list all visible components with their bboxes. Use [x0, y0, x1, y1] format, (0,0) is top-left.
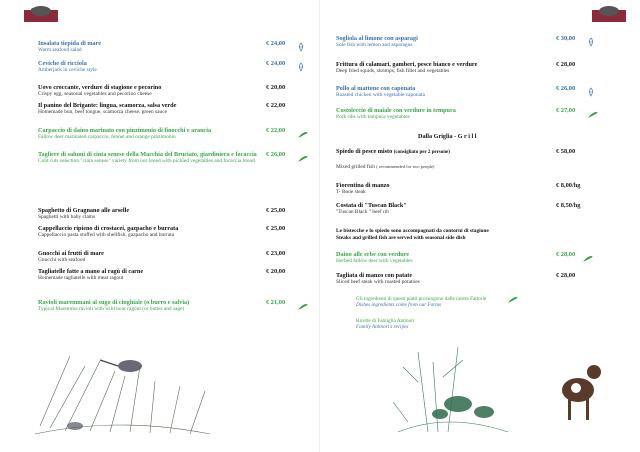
price: € 20,00 [266, 268, 286, 275]
price: € 22,00 [266, 102, 286, 109]
menu-item [38, 60, 258, 74]
price: € 28,00 [556, 61, 576, 68]
dish-name: Daino alle erbe con verdure [336, 251, 410, 258]
leaf-icon [297, 126, 309, 134]
leaf-icon [582, 250, 594, 258]
price: € 30,00 [556, 35, 576, 42]
price: € 24,00 [266, 40, 286, 47]
dish-name: Tagliatelle fatte a mano al ragù di carne [38, 268, 144, 275]
dish-description: Roasted chicken with vegetable caponata [336, 92, 425, 99]
menu-item: Costata di "Tuscan Black" "Tuscan Black " beef rib [336, 202, 407, 216]
leaf-icon [587, 106, 599, 114]
menu-item: Spiedo di pesce misto (consigliato per 2 persone) Mixed grilled fish ( recommended for two people) [336, 148, 450, 171]
price: € 8,00/hg [556, 182, 581, 189]
menu-item [38, 102, 258, 116]
menu-item [38, 84, 258, 98]
corner-emblem-icon [24, 4, 58, 22]
dish-description: Homemade tagliatelle with meat ragout [38, 275, 124, 282]
menu-item: Fiorentina di manzo T- Bone steak [336, 182, 390, 196]
dish-name: Ceviche di ricciola [38, 60, 87, 67]
dish-name: Uovo croccante, verdure di stagione e pecorino [38, 84, 162, 91]
menu-item [336, 35, 546, 49]
dish-description: Herbed fallow deer with vegetables [336, 258, 413, 265]
dish-description: Sole fish with lemon and asparagus [336, 42, 413, 49]
dish-description: Deep fried squids, shrimps, fish fillet and vegetables [336, 68, 450, 75]
dish-name: Cappellaccio ripieno di crostacei, gazpacho e burrata [38, 225, 179, 232]
price: € 28,00 [556, 251, 576, 258]
dish-name: Costoleccio di maiale con verdure in tempura [336, 107, 456, 114]
price: € 24,00 [266, 60, 286, 67]
leaf-icon [297, 150, 309, 158]
menu-item [336, 85, 546, 99]
dish-description: Warm seafood salad [38, 47, 82, 54]
menu-item [336, 251, 546, 265]
price: € 21,00 [266, 299, 286, 306]
leaf-icon [507, 296, 519, 304]
price: € 58,00 [556, 148, 576, 155]
menu-item [38, 207, 258, 221]
dish-name: Pollo al mattone con caponata [336, 85, 416, 92]
price: € 25,00 [266, 207, 286, 214]
price: € 28,00 [556, 272, 576, 279]
dish-name: Frittura di calamari, gamberi, pesce bianco e verdure [336, 61, 478, 68]
dish-description: Fallow deer marinated carpaccio, fennel and orange pinzimonio [38, 134, 176, 141]
menu-item [336, 272, 546, 286]
dish-description: Gnocchi with seafood [38, 257, 86, 264]
dish-description: Pork ribs with tempura vegetables [336, 114, 410, 121]
fish-icon [297, 39, 305, 49]
menu-item [336, 107, 546, 121]
dish-description: Homemade bun, beef tongue, scamorza cheese, green sauce [38, 109, 168, 116]
dish-name: Insalata tiepida di mare [38, 40, 101, 47]
dish-description: Cappellaccio pasta stuffed with shellfish, gazpacho and burrata [38, 232, 175, 239]
dish-name: Il panino del Brigante: lingua, scamorza, salsa verde [38, 102, 177, 109]
price: € 20,00 [266, 84, 286, 91]
dish-name: Tagliata di manzo con patate [336, 272, 413, 279]
dish-name: Carpaccio di daino marinato con pinzimonio di finocchi e arancia [38, 127, 212, 134]
price: € 27,00 [556, 107, 576, 114]
price: € 22,00 [266, 127, 286, 134]
menu-item [38, 299, 258, 313]
price: € 23,00 [266, 250, 286, 257]
menu-item [38, 127, 258, 141]
fish-icon [297, 59, 305, 69]
leaf-icon [297, 298, 309, 306]
dish-name: Sogliola al limone con asparagi [336, 35, 418, 42]
dish-description: Sliced beef steak with roasted potatoes [336, 279, 420, 286]
price: € 26,00 [556, 85, 576, 92]
menu-item [38, 268, 258, 282]
menu-item [336, 61, 546, 75]
farm-note: Gli ingredienti di questi piatti provengono dalle nostre Fattorie Dishes ingredients come from our Farms [356, 296, 487, 309]
dish-name: Spaghetto di Gragnano alle arselle [38, 207, 130, 214]
menu-item [38, 151, 258, 165]
menu-item [38, 40, 258, 54]
fish-icon [587, 84, 595, 94]
dish-name: Gnocchi ai frutti di mare [38, 250, 104, 257]
family-note: Ricette di Famiglia Antinori Family Antinori's recipes [356, 318, 415, 331]
dish-description: Typical Maremma ravioli with wild boar ragout (or butter and sage) [38, 306, 185, 313]
grill-note: Le bistecche e lo spiedo sono accompagnati da contorni di stagione Steaks and grilled fish are served with seasonal side dish [336, 228, 489, 242]
dish-description: Amberjack in ceviche style [38, 67, 97, 74]
dish-description: Crispy egg, seasonal vegetables and pecorino cheese [38, 91, 152, 98]
dish-description: Cold cuts selection "cinta senese" variety from our breed with pickled vegetables and focaccia bread [38, 158, 255, 165]
dish-name: Ravioli maremmani al sugo di cinghiale (o burro e salvia) [38, 299, 190, 306]
price: € 26,00 [266, 151, 286, 158]
price: € 25,00 [266, 225, 286, 232]
hunting-scene-illustration [388, 342, 612, 436]
dish-description: Spaghetti with baby clams [38, 214, 96, 221]
price: € 8,50/hg [556, 202, 581, 209]
menu-item [38, 250, 258, 264]
pheasant-illustration [30, 336, 216, 436]
menu-item [38, 225, 258, 239]
corner-emblem-icon [592, 4, 626, 22]
dish-name: Tagliere di salumi di cinta senese della Macchia del Bruciato, giardiniera e focaccia [38, 151, 257, 158]
grill-section-title: Dalla Griglia - G r i l l [418, 133, 477, 140]
fish-icon [587, 34, 595, 44]
